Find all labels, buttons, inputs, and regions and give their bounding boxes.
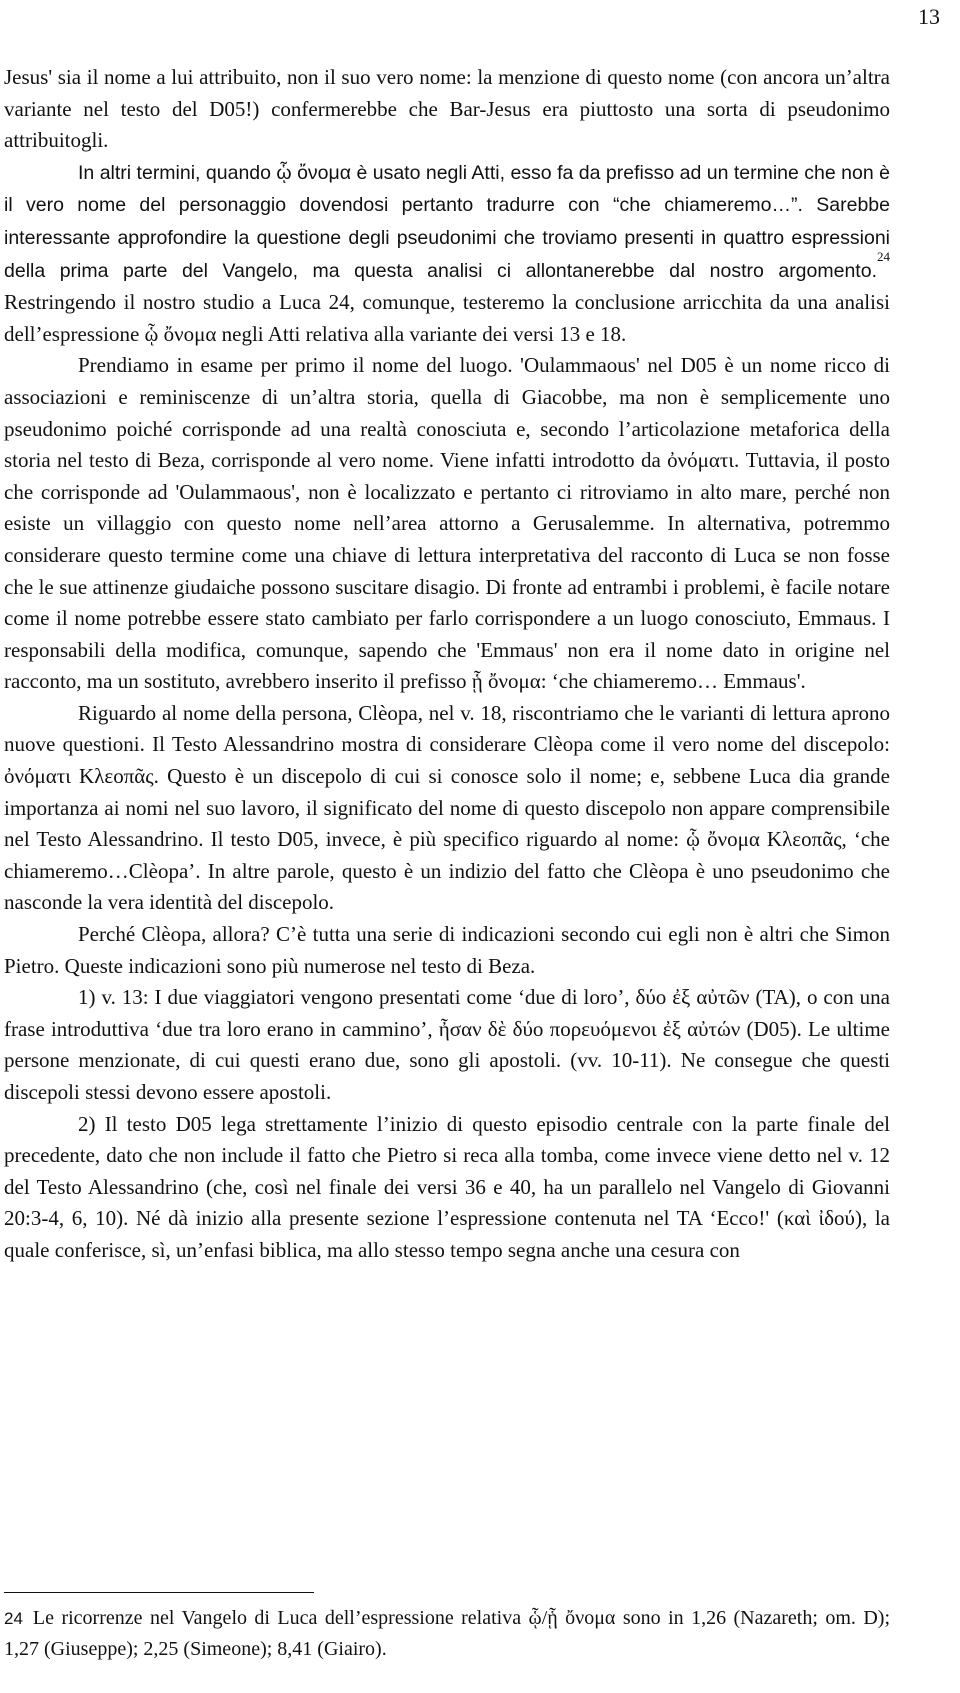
paragraph-text: 1) v. 13: I due viaggiatori vengono presentati come ‘due di loro’, δύο ἐξ αὐτῶν (TA), o con una frase introduttiva ‘due tra loro erano in cammino’, ἦσαν δὲ δύο πορευόμενοι ἐξ αὐτών (D05). Le ultime persone menzionate, di cui questi erano due, sono gli apostoli. (vv. 10-11). Ne consegue che questi discepoli stessi devono essere apostoli. (4, 985, 890, 1104)
paragraph (4, 982, 890, 1108)
paragraph-text: Jesus' sia il nome a lui attribuito, non il suo vero nome: la menzione di questo nome (con ancora un’altra variante nel testo del D05!) confermerebbe che Bar-Jesus era piuttosto una sorta di pseudonimo attribuitogli. (4, 65, 890, 153)
footnote-number: 24 (4, 1609, 23, 1628)
paragraph (4, 62, 890, 157)
footnote-text: Le ricorrenze nel Vangelo di Luca dell’espressione relativa ᾧ/ᾗ ὄνομα sono in 1,26 (Nazareth; om. D); 1,27 (Giuseppe); 2,25 (Simeone); 8,41 (Giairo). (4, 1607, 890, 1660)
paragraph-text: Perché Clèopa, allora? C’è tutta una serie di indicazioni secondo cui egli non è altri che Simon Pietro. Queste indicazioni sono più numerose nel testo di Beza. (4, 922, 890, 978)
paragraph-text: Riguardo al nome della persona, Clèopa, nel v. 18, riscontriamo che le varianti di lettura aprono nuove questioni. Il Testo Alessandrino mostra di considerare Clèopa come il vero nome del discepolo: ὀνόματι Κλεοπᾶς. Questo è un discepolo di cui si conosce solo il nome; e, sebbene Luca dia grande importanza ai nomi nel suo lavoro, il significato del nome di questo discepolo non appare comprensibile nel Testo Alessandrino. Il testo D05, invece, è più specifico riguardo al nome: ᾧ ὄνομα Κλεοπᾶς, ‘che chiameremo…Clèopa’. In altre parole, questo è un indizio del fatto che Clèopa è uno pseudonimo che nasconde la vera identità del discepolo. (4, 700, 890, 915)
page-number: 13 (918, 4, 940, 29)
paragraph-text: Prendiamo in esame per primo il nome del luogo. 'Oulammaous' nel D05 è un nome ricco di associazioni e reminiscenze di un’altra storia, quella di Giacobbe, ma non è semplicemente uno pseudonimo poiché corrisponde ad una realtà conosciuta e, secondo l’articolazione metaforica della storia nel testo di Beza, corrisponde al vero nome. Viene infatti introdotto da ὀνόματι. Tuttavia, il posto che corrisponde ad 'Oulammaous', non è localizzato e pertanto ci ritroviamo in alto mare, perché non esiste un villaggio con questo nome nell’area attorno a Gerusalemme. In alternativa, potremmo considerare questo termine come una chiave di lettura interpretativa del racconto di Luca se non fosse che le sue attinenze giudaiche possono suscitare disagio. Di fronte ad entrambi i problemi, è facile notare come il nome potrebbe essere stato cambiato per farlo corrispondere a un luogo conosciuto, Emmaus. I responsabili della modifica, comunque, sapendo che 'Emmaus' non era il nome dato in origine nel racconto, ma un sostituto, avrebbero inserito il prefisso ᾗ ὄνομα: ‘che chiameremo… Emmaus'. (4, 353, 890, 694)
footnotes (4, 1603, 890, 1664)
paragraph (4, 919, 890, 982)
paragraph (4, 698, 890, 919)
paragraph (4, 157, 890, 351)
paragraph-text: In altri termini, quando ᾧ ὄνομα è usato negli Atti, esso fa da prefisso ad un termine che non è il vero nome del personaggio dovendosi pertanto tradurre con “che chiameremo…”. Sarebbe interessante approfondire la questione degli pseudonimi che troviamo presenti in quattro espressioni della prima parte del Vangelo, ma questa analisi ci allontanerebbe dal nostro argomento. (4, 161, 890, 282)
footnote-24 (4, 1603, 890, 1664)
paragraph (4, 350, 890, 698)
paragraph (4, 1109, 890, 1267)
paragraph-text: 2) Il testo D05 lega strettamente l’inizio di questo episodio centrale con la parte finale del precedente, dato che non include il fatto che Pietro si reca alla tomba, come invece viene detto nel v. 12 del Testo Alessandrino (che, così nel finale dei versi 36 e 40, ha un parallelo nel Vangelo di Giovanni 20:3-4, 6, 10). Né dà inizio alla presente sezione l’espressione contenuta nel TA ‘Ecco!' (καὶ ἰδού), la quale conferisce, sì, un’enfasi biblica, ma allo stesso tempo segna anche una cesura con (4, 1111, 890, 1262)
footnote-ref: 24 (877, 248, 890, 264)
footnote-separator (4, 1592, 314, 1593)
body-text (4, 62, 890, 1267)
paragraph-text: Restringendo il nostro studio a Luca 24, comunque, testeremo la conclusione arricchita da una analisi dell’espressione ᾧ ὄνομα negli Atti relativa alla variante dei versi 13 e 18. (4, 290, 890, 346)
